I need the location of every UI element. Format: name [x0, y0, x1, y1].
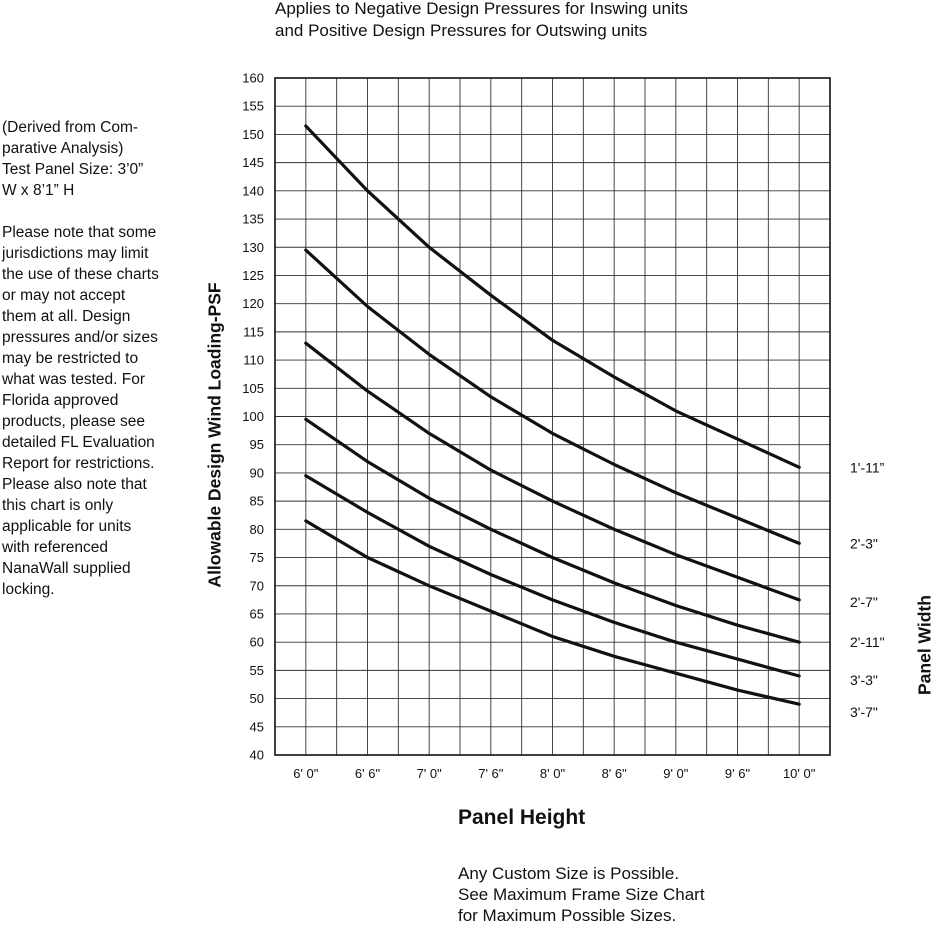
y-tick-label: 145	[242, 155, 264, 170]
y-tick-label: 50	[250, 691, 264, 706]
series-label: 2'-3"	[850, 535, 878, 551]
y-tick-label: 75	[250, 550, 264, 565]
x-tick-label: 9' 0"	[663, 766, 689, 781]
x-tick-label: 7' 0"	[417, 766, 443, 781]
y-tick-label: 120	[242, 296, 264, 311]
x-tick-label: 6' 0"	[293, 766, 319, 781]
x-tick-label: 10' 0"	[783, 766, 816, 781]
side-note-derivation: (Derived from Com- parative Analysis) Test Panel Size: 3’0” W x 8’1” H	[2, 117, 187, 201]
y-tick-label: 85	[250, 494, 264, 509]
y-tick-label: 110	[243, 353, 264, 368]
x-tick-label: 7' 6"	[478, 766, 504, 781]
x-tick-label: 9' 6"	[725, 766, 751, 781]
y-tick-label: 90	[250, 465, 264, 480]
y-tick-label: 130	[242, 240, 264, 255]
header-note-line2: and Positive Design Pressures for Outswing units	[275, 20, 915, 42]
y-axis-label: Allowable Design Wind Loading-PSF	[205, 282, 226, 587]
header-note-line1: Applies to Negative Design Pressures for Inswing units	[275, 0, 915, 20]
y-tick-label: 70	[250, 578, 264, 593]
x-axis-label: Panel Height	[458, 806, 585, 830]
y-tick-label: 60	[250, 635, 264, 650]
y-tick-label: 55	[250, 663, 264, 678]
x-tick-label: 8' 6"	[602, 766, 628, 781]
y-tick-label: 115	[243, 324, 264, 339]
side-note-disclaimer: Please note that some jurisdictions may limit the use of these charts or may not accept them at all. Design pressures and/or sizes may be restricted to what was tested. For Florida approved products, please see detailed FL Evaluation Report for restrictions. Please also note that this chart is only applicable for units with referenced NanaWall supplied locking.	[2, 222, 187, 600]
series-label: 2'-11"	[850, 634, 885, 650]
legend-title: Panel Width	[915, 595, 934, 695]
y-tick-label: 95	[250, 437, 264, 452]
y-tick-label: 65	[250, 606, 264, 621]
y-tick-label: 150	[242, 127, 264, 142]
series-label: 2'-7"	[850, 594, 878, 610]
y-tick-label: 155	[242, 99, 264, 114]
y-tick-label: 135	[242, 212, 264, 227]
y-tick-label: 105	[242, 381, 264, 396]
series-label: 1'-11”	[850, 459, 885, 475]
footer-note-line1: Any Custom Size is Possible.	[458, 863, 705, 884]
y-tick-label: 100	[242, 409, 264, 424]
footer-note-line2: See Maximum Frame Size Chart	[458, 884, 705, 905]
footer-note-line3: for Maximum Possible Sizes.	[458, 905, 705, 926]
series-label: 3'-7"	[850, 704, 878, 720]
y-tick-label: 140	[242, 183, 264, 198]
y-tick-label: 40	[250, 748, 264, 763]
y-tick-label: 125	[242, 268, 264, 283]
x-tick-label: 8' 0"	[540, 766, 566, 781]
y-tick-label: 80	[250, 522, 264, 537]
series-label: 3'-3"	[850, 672, 878, 688]
y-tick-label: 160	[242, 71, 264, 86]
x-tick-label: 6' 6"	[355, 766, 381, 781]
y-tick-label: 45	[250, 719, 264, 734]
